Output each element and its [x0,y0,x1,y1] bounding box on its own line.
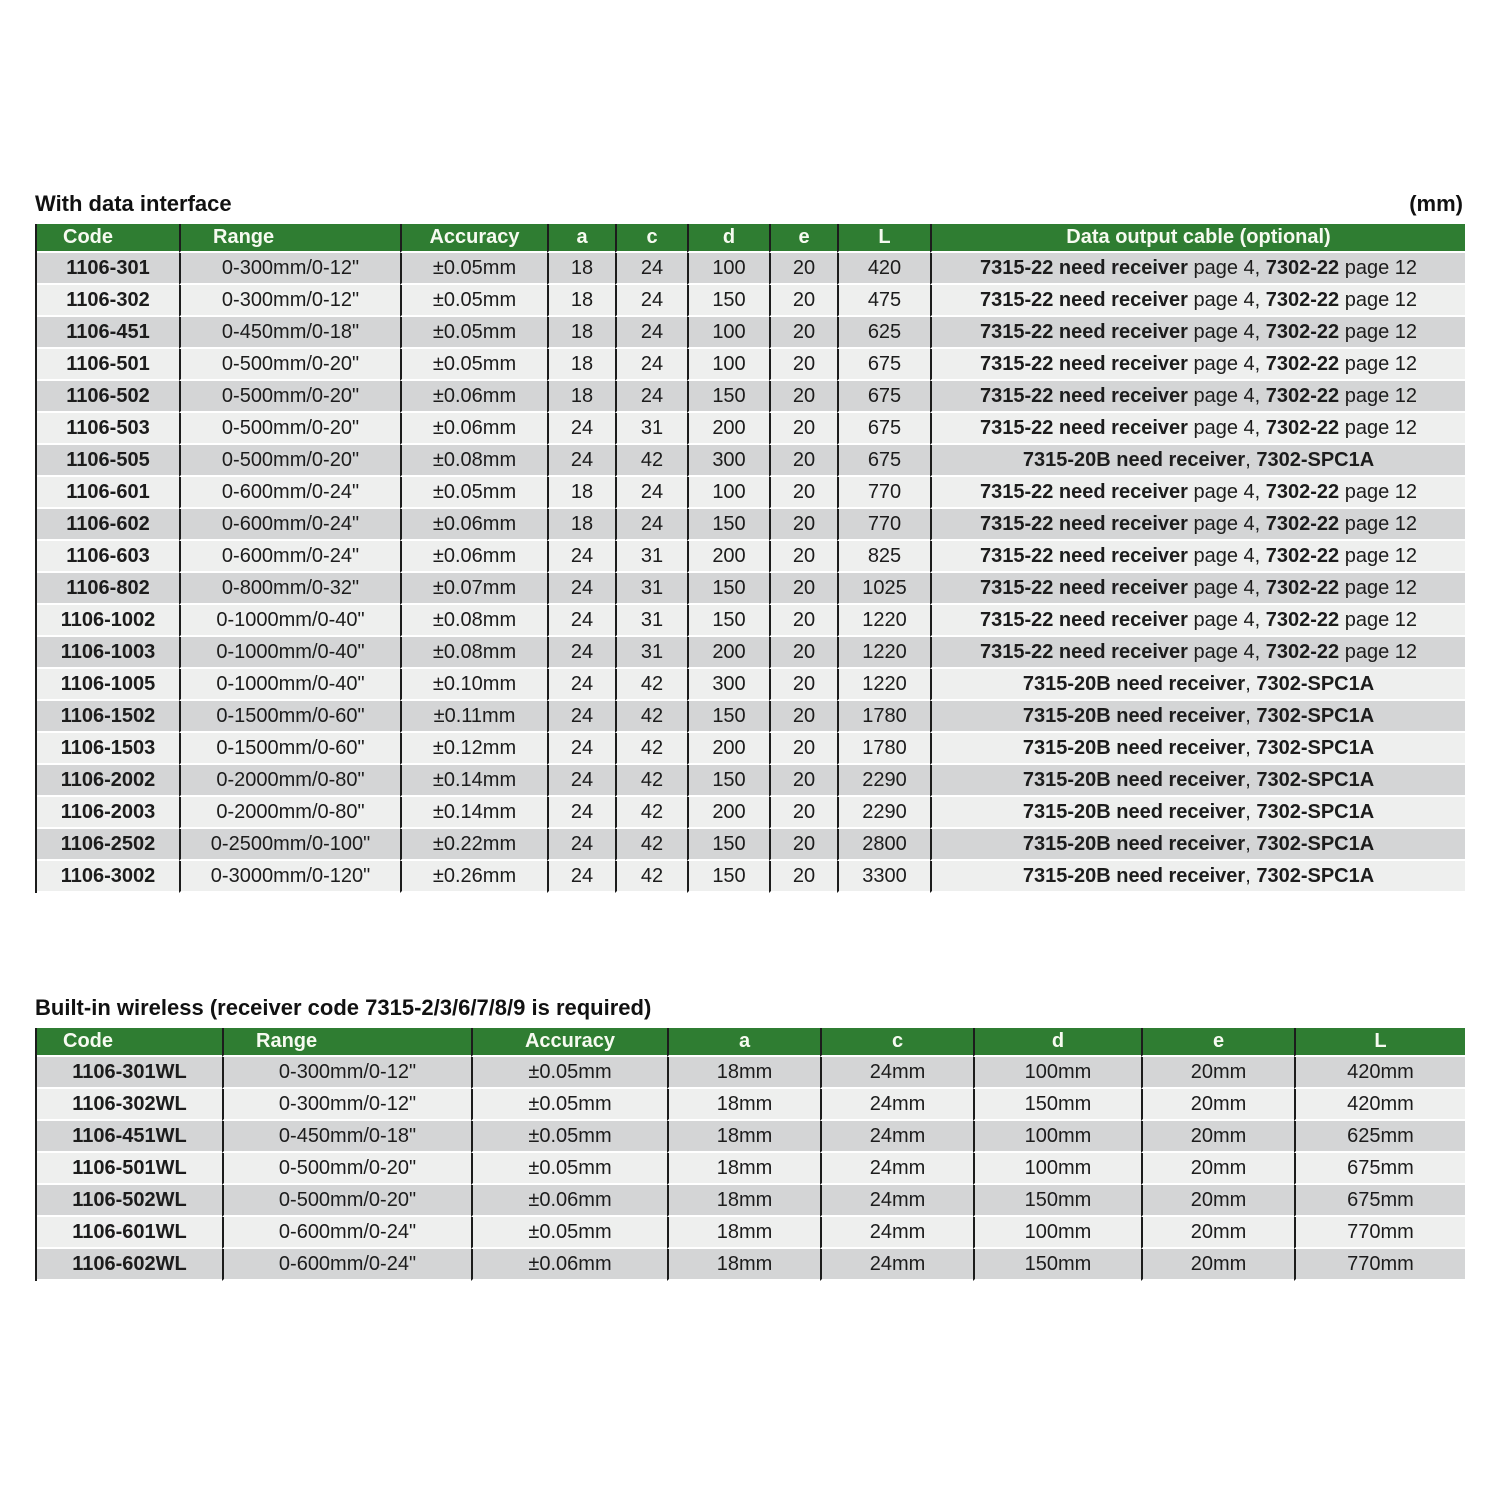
cell-c: 42 [615,701,687,733]
cell-d: 150mm [973,1185,1141,1217]
cell-range: 0-1000mm/0-40" [179,669,400,701]
cell-l: 770 [837,477,930,509]
cell-d: 100 [687,477,769,509]
cell-accuracy: ±0.06mm [400,509,547,541]
cell-cable: 7315-22 need receiver page 4, 7302-22 page 12 [930,285,1465,317]
cell-range: 0-500mm/0-20" [179,349,400,381]
cell-d: 100mm [973,1153,1141,1185]
cell-range: 0-1500mm/0-60" [179,701,400,733]
cell-e: 20mm [1141,1089,1294,1121]
cell-l: 1780 [837,733,930,765]
cell-e: 20 [769,541,837,573]
cell-l: 475 [837,285,930,317]
cell-d: 100 [687,317,769,349]
cell-d: 100mm [973,1057,1141,1089]
cell-l: 1780 [837,701,930,733]
cell-code: 1106-1005 [37,669,179,701]
built-in-wireless-section [35,995,1463,1281]
column-header-cable: Data output cable (optional) [930,224,1465,253]
cell-d: 150 [687,605,769,637]
cell-cable: 7315-20B need receiver, 7302-SPC1A [930,733,1465,765]
cell-accuracy: ±0.06mm [471,1249,667,1281]
table-row [37,669,1465,701]
table-row [37,413,1465,445]
cell-e: 20 [769,445,837,477]
cell-range: 0-300mm/0-12" [179,253,400,285]
cell-e: 20 [769,573,837,605]
cell-a: 24 [547,541,615,573]
cell-a: 24 [547,669,615,701]
table-row [37,541,1465,573]
cell-l: 825 [837,541,930,573]
column-header-d: d [687,224,769,253]
cell-d: 100mm [973,1217,1141,1249]
cell-code: 1106-503 [37,413,179,445]
cell-accuracy: ±0.26mm [400,861,547,893]
column-header-accuracy: Accuracy [400,224,547,253]
cell-c: 31 [615,541,687,573]
cell-range: 0-1000mm/0-40" [179,605,400,637]
cell-a: 18mm [667,1249,820,1281]
cell-code: 1106-301 [37,253,179,285]
table1-title: With data interface [35,191,232,216]
cell-a: 18mm [667,1153,820,1185]
cell-accuracy: ±0.08mm [400,445,547,477]
cell-l: 1220 [837,637,930,669]
cell-e: 20 [769,701,837,733]
cell-e: 20mm [1141,1217,1294,1249]
cell-code: 1106-2002 [37,765,179,797]
cell-a: 18mm [667,1089,820,1121]
cell-code: 1106-802 [37,573,179,605]
cell-code: 1106-1002 [37,605,179,637]
cell-range: 0-3000mm/0-120" [179,861,400,893]
cell-range: 0-600mm/0-24" [179,541,400,573]
cell-c: 31 [615,637,687,669]
column-header-a: a [547,224,615,253]
cell-code: 1106-1502 [37,701,179,733]
cell-c: 42 [615,829,687,861]
cell-d: 100 [687,349,769,381]
column-header-accuracy: Accuracy [471,1028,667,1057]
cell-l: 675 [837,445,930,477]
cell-code: 1106-602WL [37,1249,222,1281]
column-header-c: c [820,1028,973,1057]
cell-e: 20 [769,605,837,637]
table-row [37,797,1465,829]
cell-a: 24 [547,445,615,477]
cell-c: 42 [615,861,687,893]
table-row [37,477,1465,509]
cell-d: 150 [687,509,769,541]
table-row [37,573,1465,605]
cell-d: 150 [687,829,769,861]
cell-e: 20 [769,797,837,829]
cell-d: 200 [687,541,769,573]
table-row [37,733,1465,765]
cell-l: 420mm [1294,1089,1465,1121]
cell-a: 18mm [667,1057,820,1089]
cell-c: 31 [615,605,687,637]
cell-accuracy: ±0.14mm [400,765,547,797]
cell-l: 675 [837,413,930,445]
cell-d: 150 [687,285,769,317]
cell-a: 18 [547,477,615,509]
cell-range: 0-300mm/0-12" [222,1057,471,1089]
cell-c: 42 [615,797,687,829]
cell-range: 0-300mm/0-12" [222,1089,471,1121]
table-row [37,1089,1465,1121]
cell-cable: 7315-22 need receiver page 4, 7302-22 page 12 [930,413,1465,445]
table-row [37,1057,1465,1089]
cell-e: 20 [769,285,837,317]
cell-cable: 7315-22 need receiver page 4, 7302-22 page 12 [930,541,1465,573]
cell-code: 1106-301WL [37,1057,222,1089]
cell-accuracy: ±0.06mm [400,381,547,413]
column-header-l: L [837,224,930,253]
cell-cable: 7315-20B need receiver, 7302-SPC1A [930,829,1465,861]
cell-e: 20mm [1141,1153,1294,1185]
cell-cable: 7315-22 need receiver page 4, 7302-22 page 12 [930,573,1465,605]
cell-l: 3300 [837,861,930,893]
cell-cable: 7315-22 need receiver page 4, 7302-22 page 12 [930,317,1465,349]
cell-code: 1106-1003 [37,637,179,669]
cell-cable: 7315-22 need receiver page 4, 7302-22 page 12 [930,637,1465,669]
cell-code: 1106-2003 [37,797,179,829]
cell-c: 31 [615,413,687,445]
cell-l: 2290 [837,797,930,829]
table2-title-row [35,995,1463,1021]
header-row [37,1028,1465,1057]
cell-l: 1025 [837,573,930,605]
cell-code: 1106-601 [37,477,179,509]
table-row [37,381,1465,413]
cell-l: 675 [837,381,930,413]
column-header-l: L [1294,1028,1465,1057]
cell-code: 1106-603 [37,541,179,573]
cell-code: 1106-602 [37,509,179,541]
cell-c: 42 [615,669,687,701]
cell-c: 24 [615,317,687,349]
cell-code: 1106-451WL [37,1121,222,1153]
table-row [37,1249,1465,1281]
table-row [37,861,1465,893]
cell-e: 20 [769,861,837,893]
cell-e: 20mm [1141,1057,1294,1089]
column-header-range: Range [222,1028,471,1057]
cell-code: 1106-502 [37,381,179,413]
cell-accuracy: ±0.08mm [400,605,547,637]
cell-range: 0-500mm/0-20" [179,413,400,445]
table-row [37,285,1465,317]
cell-a: 24 [547,573,615,605]
cell-range: 0-300mm/0-12" [179,285,400,317]
table2-title: Built-in wireless (receiver code 7315-2/3/6/7/8/9 is required) [35,995,652,1020]
cell-cable: 7315-20B need receiver, 7302-SPC1A [930,861,1465,893]
cell-range: 0-600mm/0-24" [222,1217,471,1249]
cell-l: 1220 [837,605,930,637]
cell-d: 150 [687,381,769,413]
cell-a: 18mm [667,1185,820,1217]
cell-range: 0-500mm/0-20" [222,1185,471,1217]
cell-accuracy: ±0.08mm [400,637,547,669]
cell-accuracy: ±0.06mm [471,1185,667,1217]
cell-c: 24 [615,349,687,381]
cell-range: 0-2500mm/0-100" [179,829,400,861]
table-row [37,701,1465,733]
cell-accuracy: ±0.05mm [471,1121,667,1153]
cell-range: 0-600mm/0-24" [179,477,400,509]
cell-range: 0-500mm/0-20" [179,445,400,477]
cell-accuracy: ±0.10mm [400,669,547,701]
cell-l: 625mm [1294,1121,1465,1153]
cell-l: 675mm [1294,1153,1465,1185]
cell-accuracy: ±0.07mm [400,573,547,605]
cell-a: 24 [547,637,615,669]
cell-e: 20 [769,829,837,861]
cell-e: 20 [769,413,837,445]
cell-d: 150mm [973,1249,1141,1281]
cell-cable: 7315-20B need receiver, 7302-SPC1A [930,445,1465,477]
cell-a: 18 [547,349,615,381]
cell-cable: 7315-22 need receiver page 4, 7302-22 page 12 [930,605,1465,637]
cell-d: 200 [687,733,769,765]
cell-e: 20 [769,637,837,669]
cell-range: 0-2000mm/0-80" [179,765,400,797]
cell-cable: 7315-22 need receiver page 4, 7302-22 page 12 [930,477,1465,509]
cell-range: 0-1000mm/0-40" [179,637,400,669]
table-row [37,1153,1465,1185]
cell-d: 150 [687,765,769,797]
cell-d: 150mm [973,1089,1141,1121]
cell-a: 18 [547,253,615,285]
cell-c: 24mm [820,1089,973,1121]
cell-e: 20mm [1141,1185,1294,1217]
with-data-interface-section [35,191,1463,893]
cell-cable: 7315-20B need receiver, 7302-SPC1A [930,669,1465,701]
cell-c: 42 [615,445,687,477]
table-row [37,317,1465,349]
cell-a: 18mm [667,1121,820,1153]
cell-a: 24 [547,861,615,893]
cell-l: 2290 [837,765,930,797]
cell-d: 200 [687,413,769,445]
table-row [37,605,1465,637]
cell-c: 24 [615,253,687,285]
cell-a: 24 [547,733,615,765]
cell-accuracy: ±0.05mm [471,1217,667,1249]
cell-code: 1106-302 [37,285,179,317]
table-row [37,637,1465,669]
cell-cable: 7315-22 need receiver page 4, 7302-22 page 12 [930,509,1465,541]
table-row [37,829,1465,861]
column-header-a: a [667,1028,820,1057]
cell-l: 420 [837,253,930,285]
cell-a: 18 [547,381,615,413]
cell-l: 420mm [1294,1057,1465,1089]
cell-code: 1106-451 [37,317,179,349]
cell-a: 24 [547,797,615,829]
cell-l: 675 [837,349,930,381]
cell-e: 20mm [1141,1249,1294,1281]
cell-d: 300 [687,445,769,477]
unit-label: (mm) [1409,191,1463,216]
column-header-d: d [973,1028,1141,1057]
cell-accuracy: ±0.14mm [400,797,547,829]
cell-d: 150 [687,701,769,733]
cell-range: 0-1500mm/0-60" [179,733,400,765]
table-row [37,1121,1465,1153]
cell-a: 24 [547,413,615,445]
cell-range: 0-500mm/0-20" [179,381,400,413]
cell-c: 24mm [820,1153,973,1185]
cell-cable: 7315-20B need receiver, 7302-SPC1A [930,701,1465,733]
cell-cable: 7315-22 need receiver page 4, 7302-22 page 12 [930,381,1465,413]
cell-range: 0-2000mm/0-80" [179,797,400,829]
cell-d: 100 [687,253,769,285]
cell-c: 31 [615,573,687,605]
table-row [37,1185,1465,1217]
cell-c: 42 [615,733,687,765]
cell-a: 18 [547,317,615,349]
cell-cable: 7315-20B need receiver, 7302-SPC1A [930,765,1465,797]
with-data-interface-table [35,224,1465,893]
cell-range: 0-800mm/0-32" [179,573,400,605]
cell-cable: 7315-22 need receiver page 4, 7302-22 page 12 [930,253,1465,285]
cell-accuracy: ±0.05mm [400,285,547,317]
cell-code: 1106-501WL [37,1153,222,1185]
cell-accuracy: ±0.05mm [471,1057,667,1089]
built-in-wireless-table [35,1028,1465,1281]
column-header-code: Code [37,224,179,253]
cell-cable: 7315-20B need receiver, 7302-SPC1A [930,797,1465,829]
cell-d: 300 [687,669,769,701]
table1-title-row [35,191,1463,217]
cell-l: 675mm [1294,1185,1465,1217]
cell-accuracy: ±0.05mm [400,349,547,381]
cell-e: 20 [769,349,837,381]
cell-d: 200 [687,637,769,669]
cell-d: 150 [687,573,769,605]
cell-cable: 7315-22 need receiver page 4, 7302-22 page 12 [930,349,1465,381]
cell-c: 24mm [820,1185,973,1217]
cell-l: 625 [837,317,930,349]
cell-accuracy: ±0.06mm [400,541,547,573]
cell-accuracy: ±0.05mm [471,1089,667,1121]
cell-d: 100mm [973,1121,1141,1153]
column-header-code: Code [37,1028,222,1057]
column-header-range: Range [179,224,400,253]
header-row [37,224,1465,253]
cell-l: 1220 [837,669,930,701]
cell-range: 0-600mm/0-24" [179,509,400,541]
cell-c: 24 [615,477,687,509]
cell-accuracy: ±0.05mm [471,1153,667,1185]
cell-c: 24mm [820,1057,973,1089]
column-header-e: e [1141,1028,1294,1057]
cell-code: 1106-3002 [37,861,179,893]
cell-e: 20 [769,477,837,509]
cell-a: 24 [547,605,615,637]
cell-l: 770mm [1294,1217,1465,1249]
cell-c: 24mm [820,1217,973,1249]
cell-range: 0-600mm/0-24" [222,1249,471,1281]
cell-accuracy: ±0.06mm [400,413,547,445]
cell-range: 0-500mm/0-20" [222,1153,471,1185]
cell-accuracy: ±0.05mm [400,477,547,509]
table-row [37,253,1465,285]
cell-e: 20 [769,253,837,285]
cell-d: 200 [687,797,769,829]
cell-accuracy: ±0.22mm [400,829,547,861]
cell-l: 770 [837,509,930,541]
cell-e: 20 [769,733,837,765]
cell-accuracy: ±0.11mm [400,701,547,733]
cell-accuracy: ±0.12mm [400,733,547,765]
cell-e: 20 [769,317,837,349]
cell-code: 1106-1503 [37,733,179,765]
cell-c: 24mm [820,1249,973,1281]
cell-a: 24 [547,829,615,861]
cell-a: 18 [547,509,615,541]
cell-e: 20 [769,669,837,701]
table-row [37,1217,1465,1249]
cell-c: 24 [615,509,687,541]
cell-e: 20 [769,765,837,797]
cell-code: 1106-505 [37,445,179,477]
cell-accuracy: ±0.05mm [400,253,547,285]
table-row [37,445,1465,477]
cell-range: 0-450mm/0-18" [179,317,400,349]
cell-c: 24 [615,381,687,413]
cell-code: 1106-302WL [37,1089,222,1121]
cell-a: 24 [547,701,615,733]
cell-l: 770mm [1294,1249,1465,1281]
cell-e: 20 [769,381,837,413]
cell-code: 1106-502WL [37,1185,222,1217]
table-row [37,765,1465,797]
cell-e: 20 [769,509,837,541]
cell-code: 1106-601WL [37,1217,222,1249]
cell-range: 0-450mm/0-18" [222,1121,471,1153]
cell-c: 24 [615,285,687,317]
cell-c: 42 [615,765,687,797]
cell-a: 24 [547,765,615,797]
cell-a: 18mm [667,1217,820,1249]
cell-e: 20mm [1141,1121,1294,1153]
column-header-e: e [769,224,837,253]
cell-a: 18 [547,285,615,317]
cell-c: 24mm [820,1121,973,1153]
column-header-c: c [615,224,687,253]
cell-code: 1106-2502 [37,829,179,861]
cell-d: 150 [687,861,769,893]
table-row [37,349,1465,381]
cell-code: 1106-501 [37,349,179,381]
cell-l: 2800 [837,829,930,861]
cell-accuracy: ±0.05mm [400,317,547,349]
table-row [37,509,1465,541]
